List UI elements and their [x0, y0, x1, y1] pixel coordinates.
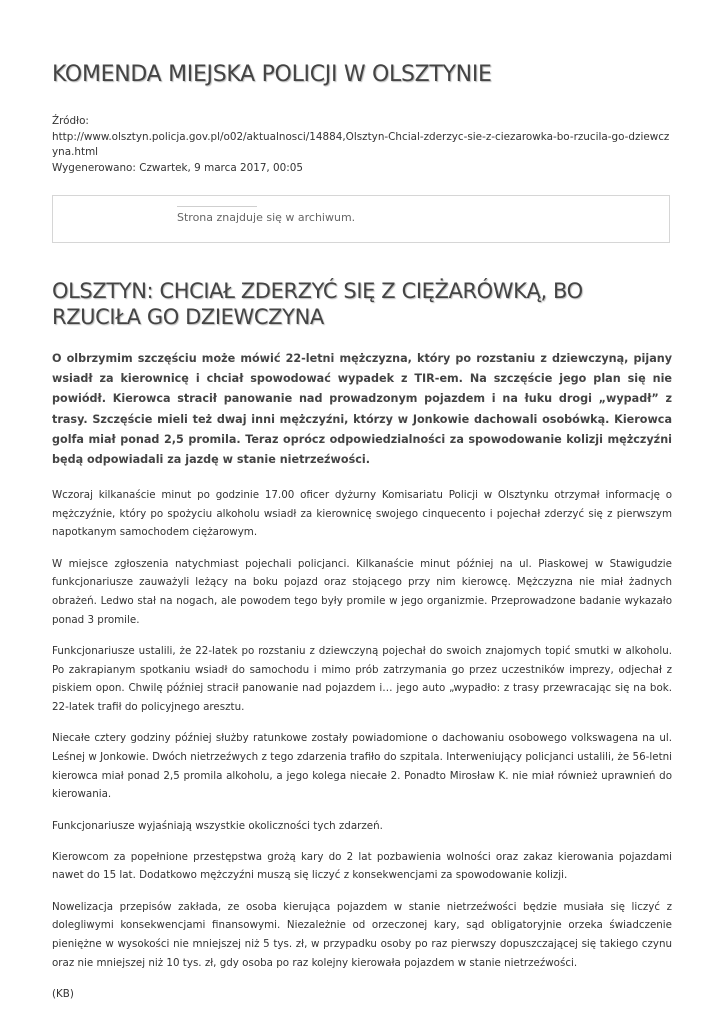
article-paragraph: Niecałe cztery godziny później służby ratunkowe zostały powiadomione o dachowaniu osobowego volkswagena na ul. Leśnej w Jonkowie. Dwóch nietrzeźwych z tego zdarzenia trafiło do szpitala. Interweniujący policjanci ustalili, że 56-letni kierowca miał ponad 2,5 promila alkoholu, a jego kolega niecałe 2. Ponadto Mirosław K. nie miał również uprawnień do kierowania.: [52, 732, 672, 801]
site-title: KOMENDA MIEJSKA POLICJI W OLSZTYNIE: [52, 62, 492, 87]
source-info: [52, 114, 674, 176]
article-paragraph: Kierowcom za popełnione przestępstwa grożą kary do 2 lat pozbawienia wolności oraz zakaz kierowania pojazdami nawet do 15 lat. Dodatkowo mężczyźni muszą się liczyć z konsekwencjami za spowodowanie kolizji.: [52, 850, 672, 882]
archive-notice: Strona znajduje się w archiwum.: [177, 211, 356, 224]
source-url: http://www.olsztyn.policja.gov.pl/o02/aktualnosci/14884,Olsztyn-Chcial-zderzyc-sie-z-ciezarowka-bo-rzucila-go-dziewczyna.html: [52, 130, 670, 158]
article-paragraph: Funkcjonariusze wyjaśniają wszystkie okoliczności tych zdarzeń.: [52, 819, 383, 832]
article-paragraph: W miejsce zgłoszenia natychmiast pojechali policjanci. Kilkanaście minut później na ul. Piaskowej w Stawigudzie funkcjonariusze zauważyli leżący na boku pojazd oraz stojącego przy nim kierowcę. Mężczyzna nie miał żadnych obrażeń. Ledwo stał na nogach, ale powodem tego były promile w jego organizmie. Przeprowadzone badanie wykazało ponad 3 promile.: [52, 557, 672, 626]
article-lead: O olbrzymim szczęściu może mówić 22-letni mężczyzna, który po rozstaniu z dziewczyną, pijany wsiadł za kierownicę i chciał spowodować wypadek z TIR-em. Na szczęście jego plan się nie powiódł. Kierowca stracił panowanie nad prowadzonym pojazdem i na łuku drogi „wypadł” z trasy. Szczęście mieli też dwaj inni mężczyźni, którzy w Jonkowie dachowali osobówką. Kierowca golfa miał ponad 2,5 promila. Teraz oprócz odpowiedzialności za spowodowanie kolizji mężczyźni będą odpowiadali za jazdę w stanie nietrzeźwości.: [52, 352, 672, 467]
article-paragraph: Funkcjonariusze ustalili, że 22-latek po rozstaniu z dziewczyną pojechał do swoich znajomych topić smutki w alkoholu. Po zakrapianym spotkaniu wsiadł do samochodu i mimo prób zatrzymania go przez uczestników imprezy, odjechał z piskiem opon. Chwilę później stracił panowanie nad pojazdem i… jego auto „wypadło: z trasy przewracając się na bok. 22-latek trafił do policyjnego aresztu.: [52, 644, 672, 714]
archive-notice-box: [52, 195, 670, 243]
generated-date: Wygenerowano: Czwartek, 9 marca 2017, 00:05: [52, 161, 303, 174]
article-paragraph: Wczoraj kilkanaście minut po godzinie 17.00 oficer dyżurny Komisariatu Policji w Olsztynku otrzymał informację o mężczyźnie, który po spożyciu alkoholu wsiadł za kierownicę swojego cinquecento i pojechał zderzyć się z pierwszym napotkanym samochodem ciężarowym.: [52, 489, 672, 539]
article-paragraph: Nowelizacja przepisów zakłada, ze osoba kierująca pojazdem w stanie nietrzeźwości będzie musiała się liczyć z dolegliwymi konsekwencjami finansowymi. Niezależnie od orzeczonej kary, sąd obligatoryjnie orzeka świadczenie pieniężne w wysokości nie mniejszej niż 5 tys. zł, w przypadku osoby po raz pierwszy dopuszczającej się takiego czynu oraz nie mniejszej niż 10 tys. zł, gdy osoba po raz kolejny kierowała pojazdem w stanie nietrzeźwości.: [52, 900, 672, 969]
article-body: [52, 486, 672, 1016]
archive-divider: [177, 206, 257, 207]
source-label: Źródło:: [52, 115, 89, 127]
article-title: OLSZTYN: CHCIAŁ ZDERZYĆ SIĘ Z CIĘŻARÓWKĄ, BO RZUCIŁA GO DZIEWCZYNA: [52, 279, 583, 329]
author-initials: (KB): [52, 987, 74, 1000]
